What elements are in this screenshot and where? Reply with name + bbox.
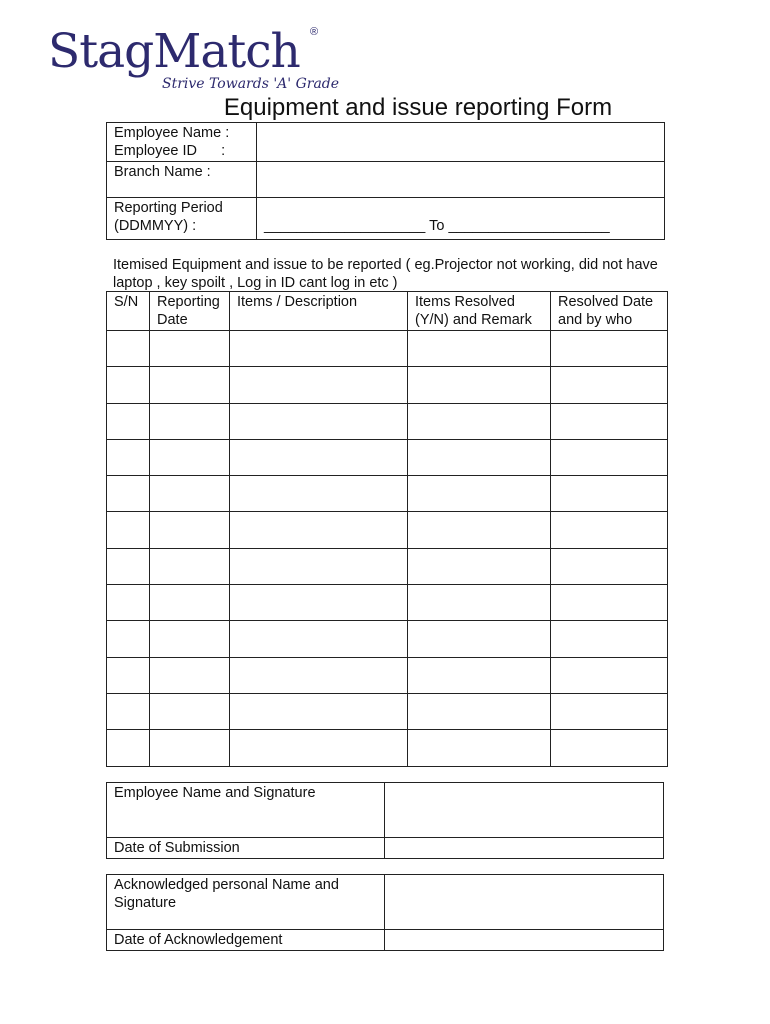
description-cell[interactable] xyxy=(230,403,408,439)
header-reporting-date: Reporting Date xyxy=(150,292,230,331)
employee-signature-label: Employee Name and Signature xyxy=(107,783,385,838)
table-row xyxy=(107,730,668,766)
date-of-acknowledgement-field[interactable] xyxy=(385,930,664,951)
submission-table xyxy=(106,782,664,859)
reporting-date-cell[interactable] xyxy=(150,331,230,367)
form-title: Equipment and issue reporting Form xyxy=(223,94,613,121)
reporting-period-label: Reporting Period (DDMMYY) : xyxy=(107,198,257,240)
resolved-cell[interactable] xyxy=(408,657,551,693)
header-items-description: Items / Description xyxy=(230,292,408,331)
items-header-row xyxy=(107,292,668,331)
resolved-by-cell[interactable] xyxy=(551,403,668,439)
logo-registered-mark: ® xyxy=(310,26,319,38)
resolved-cell[interactable] xyxy=(408,621,551,657)
sn-cell[interactable] xyxy=(107,476,150,512)
reporting-date-cell[interactable] xyxy=(150,367,230,403)
description-cell[interactable] xyxy=(230,657,408,693)
reporting-date-cell[interactable] xyxy=(150,512,230,548)
resolved-by-cell[interactable] xyxy=(551,512,668,548)
company-logo xyxy=(48,24,340,96)
resolved-cell[interactable] xyxy=(408,693,551,729)
items-table xyxy=(106,291,668,767)
table-row xyxy=(107,657,668,693)
description-cell[interactable] xyxy=(230,476,408,512)
table-row xyxy=(107,403,668,439)
header-sn: S/N xyxy=(107,292,150,331)
sn-cell[interactable] xyxy=(107,657,150,693)
resolved-by-cell[interactable] xyxy=(551,367,668,403)
period-start-blank[interactable]: ____________________ xyxy=(264,218,426,234)
employee-info-table xyxy=(106,122,665,240)
resolved-by-cell[interactable] xyxy=(551,693,668,729)
header-items-resolved: Items Resolved (Y/N) and Remark xyxy=(408,292,551,331)
reporting-date-cell[interactable] xyxy=(150,548,230,584)
description-cell[interactable] xyxy=(230,439,408,475)
date-of-submission-field[interactable] xyxy=(385,838,664,859)
reporting-date-cell[interactable] xyxy=(150,476,230,512)
sn-cell[interactable] xyxy=(107,548,150,584)
employee-details-field[interactable] xyxy=(257,123,665,162)
description-cell[interactable] xyxy=(230,730,408,766)
reporting-date-cell[interactable] xyxy=(150,403,230,439)
resolved-by-cell[interactable] xyxy=(551,730,668,766)
resolved-by-cell[interactable] xyxy=(551,621,668,657)
branch-name-label: Branch Name : xyxy=(107,162,257,198)
resolved-cell[interactable] xyxy=(408,730,551,766)
resolved-cell[interactable] xyxy=(408,403,551,439)
logo-tagline: Strive Towards 'A' Grade xyxy=(162,76,340,92)
table-row xyxy=(107,476,668,512)
reporting-period-field[interactable] xyxy=(257,198,665,240)
employee-name-label: Employee Name : xyxy=(114,125,230,141)
sn-cell[interactable] xyxy=(107,367,150,403)
table-row xyxy=(107,439,668,475)
resolved-cell[interactable] xyxy=(408,585,551,621)
date-of-submission-label: Date of Submission xyxy=(107,838,385,859)
description-cell[interactable] xyxy=(230,512,408,548)
sn-cell[interactable] xyxy=(107,621,150,657)
resolved-cell[interactable] xyxy=(408,476,551,512)
itemised-note: Itemised Equipment and issue to be reported ( eg.Projector not working, did not have laptop , key spoilt , Log in ID cant log in etc ) xyxy=(113,257,658,291)
header-resolved-date: Resolved Date and by who xyxy=(551,292,668,331)
description-cell[interactable] xyxy=(230,367,408,403)
employee-id-label: Employee ID : xyxy=(114,143,226,159)
sn-cell[interactable] xyxy=(107,512,150,548)
resolved-by-cell[interactable] xyxy=(551,439,668,475)
sn-cell[interactable] xyxy=(107,585,150,621)
reporting-date-cell[interactable] xyxy=(150,657,230,693)
resolved-cell[interactable] xyxy=(408,367,551,403)
sn-cell[interactable] xyxy=(107,403,150,439)
table-row xyxy=(107,367,668,403)
sn-cell[interactable] xyxy=(107,693,150,729)
acknowledged-name-label: Acknowledged personal Name and Signature xyxy=(107,875,385,930)
reporting-date-cell[interactable] xyxy=(150,621,230,657)
date-of-acknowledgement-label: Date of Acknowledgement xyxy=(107,930,385,951)
resolved-by-cell[interactable] xyxy=(551,585,668,621)
description-cell[interactable] xyxy=(230,548,408,584)
resolved-by-cell[interactable] xyxy=(551,331,668,367)
acknowledgement-table xyxy=(106,874,664,951)
reporting-date-cell[interactable] xyxy=(150,693,230,729)
sn-cell[interactable] xyxy=(107,730,150,766)
table-row xyxy=(107,512,668,548)
reporting-date-cell[interactable] xyxy=(150,439,230,475)
reporting-date-cell[interactable] xyxy=(150,730,230,766)
resolved-by-cell[interactable] xyxy=(551,657,668,693)
resolved-cell[interactable] xyxy=(408,548,551,584)
description-cell[interactable] xyxy=(230,621,408,657)
period-to-label: To xyxy=(429,218,445,234)
description-cell[interactable] xyxy=(230,331,408,367)
resolved-cell[interactable] xyxy=(408,439,551,475)
resolved-cell[interactable] xyxy=(408,512,551,548)
resolved-by-cell[interactable] xyxy=(551,476,668,512)
description-cell[interactable] xyxy=(230,585,408,621)
branch-name-field[interactable] xyxy=(257,162,665,198)
table-row xyxy=(107,693,668,729)
description-cell[interactable] xyxy=(230,693,408,729)
items-body xyxy=(107,331,668,767)
table-row xyxy=(107,585,668,621)
resolved-cell[interactable] xyxy=(408,331,551,367)
employee-details-labels xyxy=(107,123,257,162)
table-row xyxy=(107,331,668,367)
period-end-blank[interactable]: ____________________ xyxy=(448,218,610,234)
sn-cell[interactable] xyxy=(107,439,150,475)
logo-brand-text: StagMatch xyxy=(48,24,300,79)
employee-signature-field[interactable] xyxy=(385,783,664,838)
sn-cell[interactable] xyxy=(107,331,150,367)
reporting-date-cell[interactable] xyxy=(150,585,230,621)
table-row xyxy=(107,548,668,584)
acknowledged-name-field[interactable] xyxy=(385,875,664,930)
resolved-by-cell[interactable] xyxy=(551,548,668,584)
table-row xyxy=(107,621,668,657)
